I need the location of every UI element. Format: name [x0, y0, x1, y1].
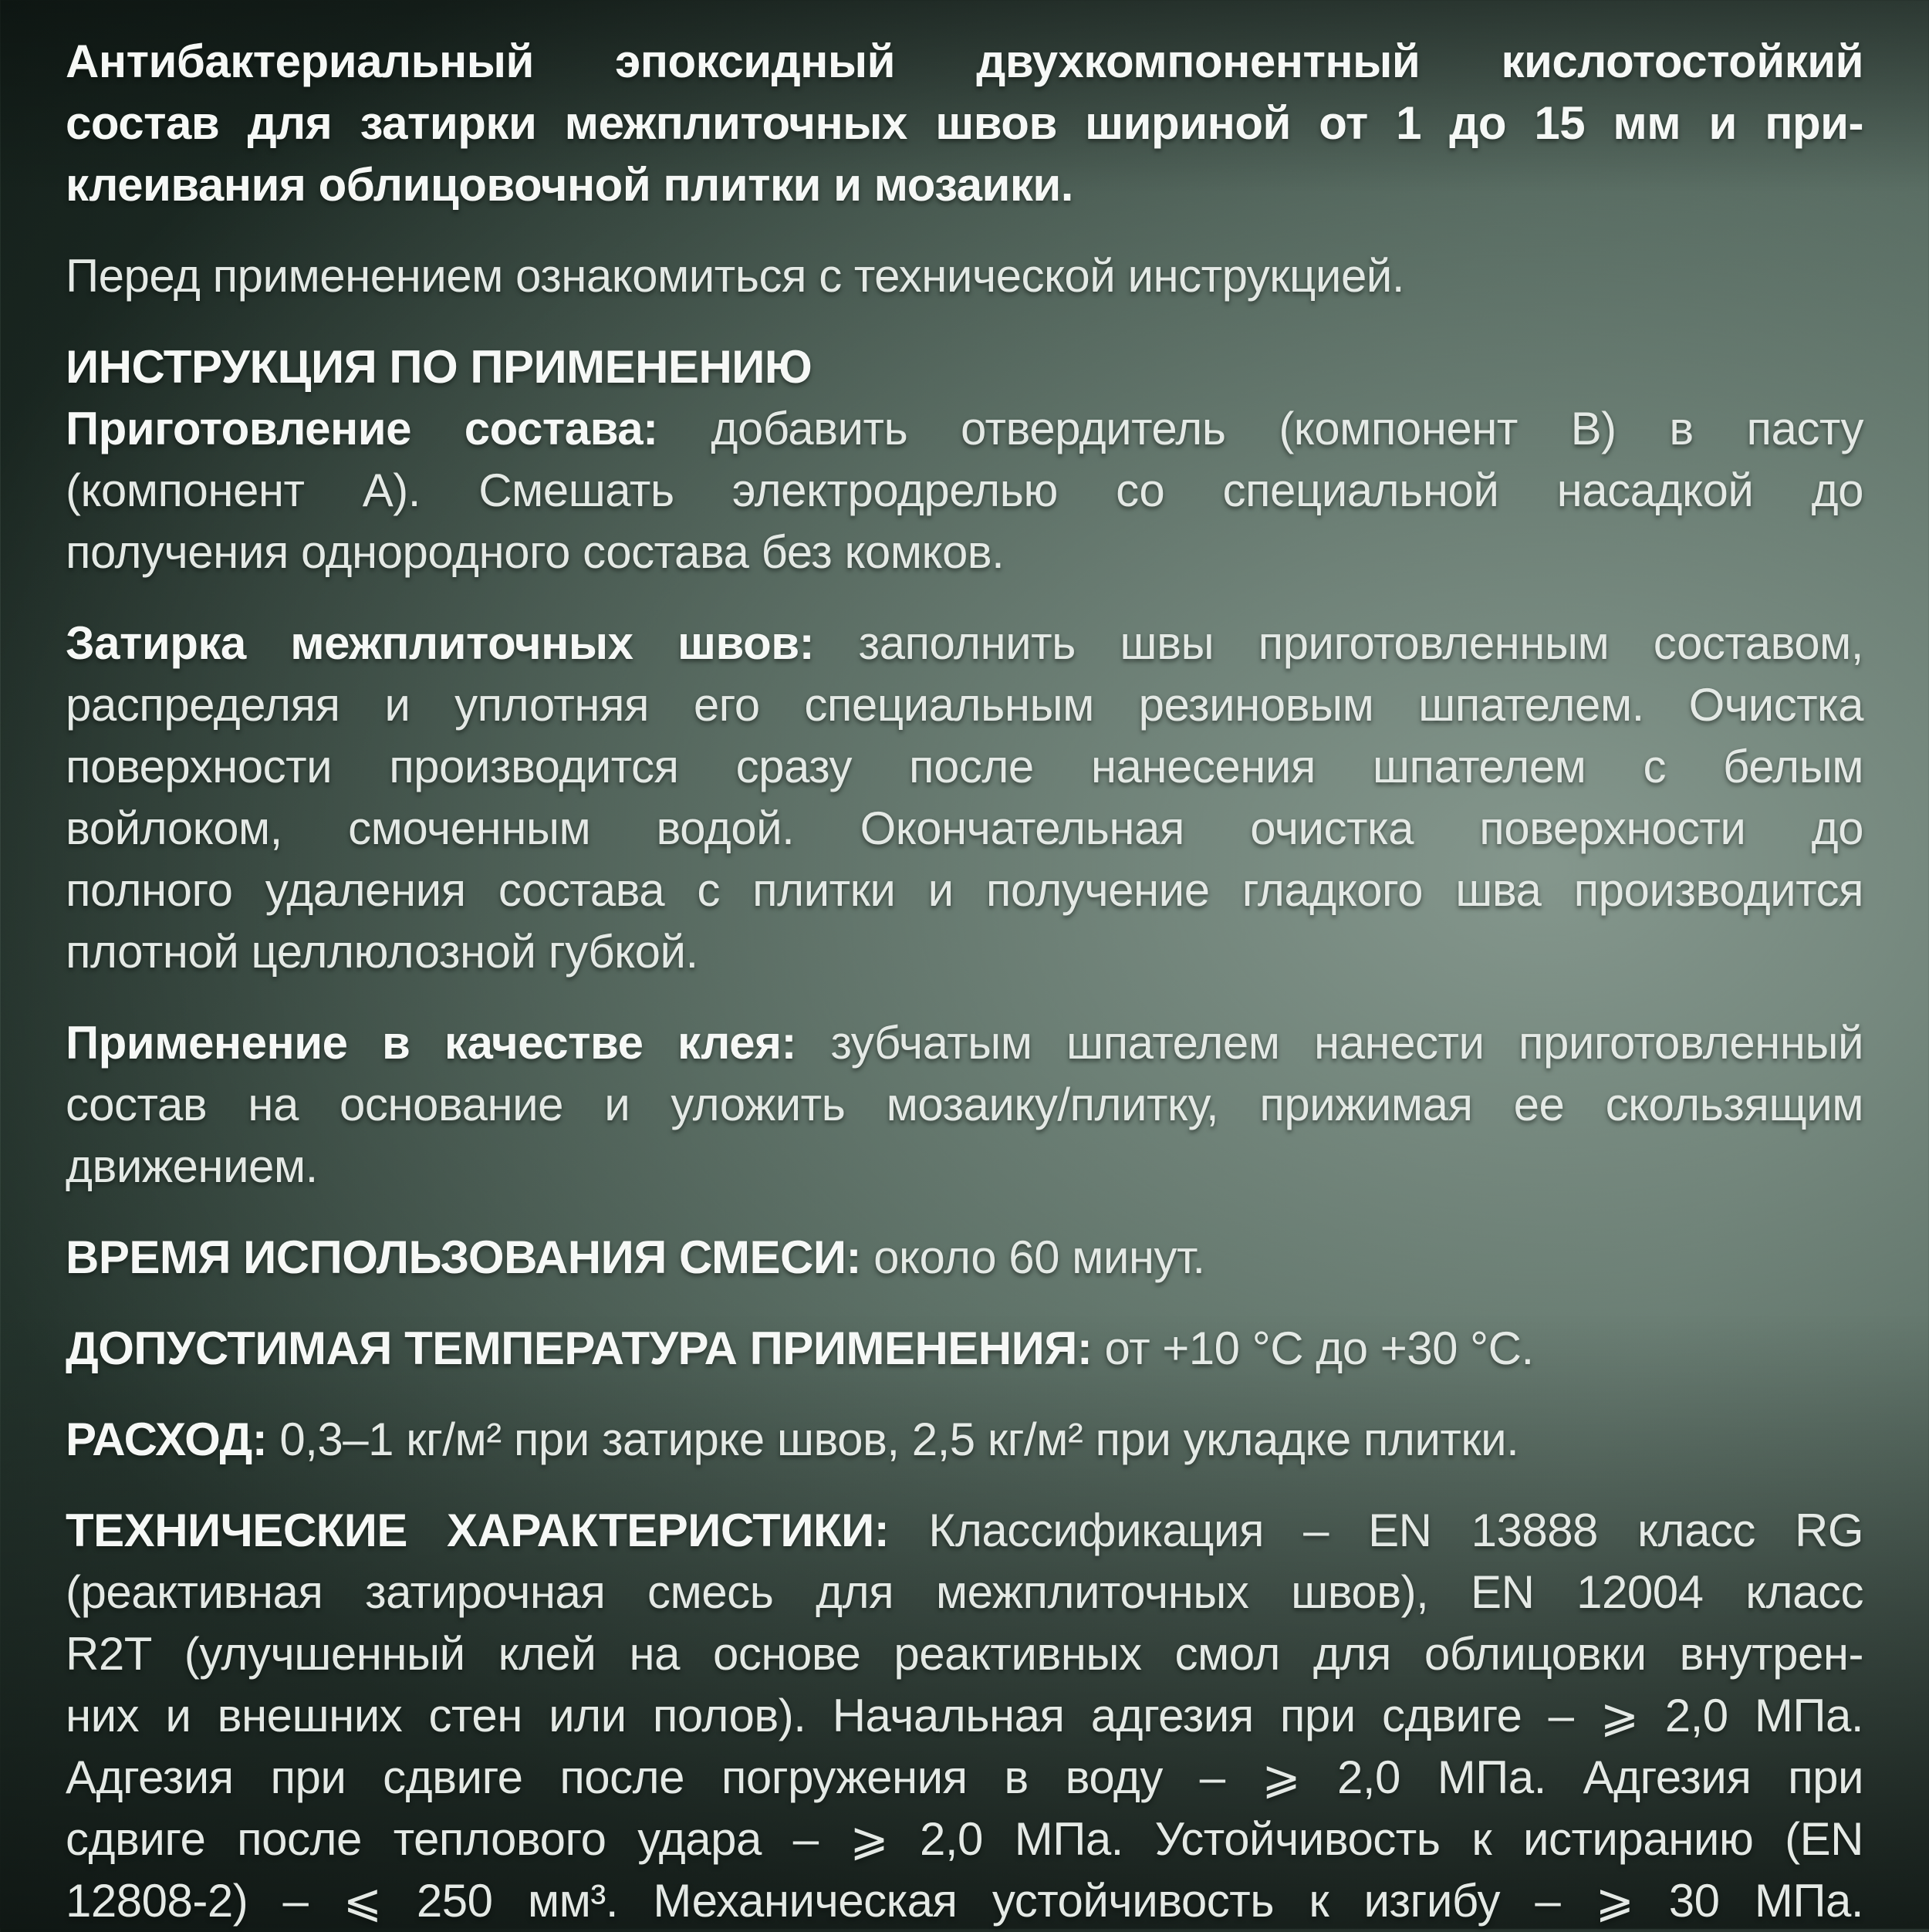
text-line: [66, 1136, 1863, 1197]
text-run: зубчатым шпателем нанести приготовленный: [796, 1017, 1863, 1069]
text-line: [66, 1562, 1863, 1623]
text-line: [66, 613, 1863, 674]
text-line: [66, 1500, 1863, 1562]
bold-run: Антибактериальный эпоксидный двухкомпонентный кислотостойкий: [66, 35, 1863, 87]
text-run: войлоком, смоченным водой. Окончательная очистка поверхности до: [66, 802, 1863, 854]
text-run: заполнить швы приготовленным составом,: [814, 617, 1863, 669]
text-line: [66, 1318, 1863, 1380]
text-run: Адгезия при сдвиге после погружения в воду – ⩾ 2,0 МПа. Адгезия при: [66, 1751, 1863, 1803]
text-run: 12808-2) – ⩽ 250 мм³. Механическая устойчивость к изгибу – ⩾ 30 МПа.: [66, 1875, 1863, 1927]
text-line: [66, 93, 1863, 154]
text-line: [66, 1809, 1863, 1870]
text-line: [66, 1747, 1863, 1809]
text-run: них и внешних стен или полов). Начальная адгезия при сдвиге – ⩾ 2,0 МПа.: [66, 1690, 1863, 1741]
bold-run: клеивания облицовочной плитки и мозаики.: [66, 159, 1073, 211]
text-run: сдвиге после теплового удара – ⩾ 2,0 МПа. Устойчивость к истиранию (EN: [66, 1813, 1863, 1865]
text-run: от +10 °С до +30 °С.: [1092, 1322, 1534, 1374]
text-line: [66, 336, 1863, 398]
text-line: [66, 1409, 1863, 1471]
text-run: (реактивная затирочная смесь для межплиточных швов), EN 12004 класс: [66, 1566, 1863, 1618]
text-line: [66, 245, 1863, 307]
text-line: [66, 674, 1863, 736]
bold-run: ВРЕМЯ ИСПОЛЬЗОВАНИЯ СМЕСИ:: [66, 1231, 861, 1283]
consumption-paragraph: [66, 1409, 1863, 1471]
text-run: движением.: [66, 1140, 318, 1192]
text-line: [66, 798, 1863, 860]
text-line: [66, 1074, 1863, 1136]
adhesive-paragraph: [66, 1012, 1863, 1197]
text-line: [66, 1227, 1863, 1289]
notice-paragraph: [66, 245, 1863, 307]
text-line: [66, 1012, 1863, 1074]
text-run: состав на основание и уложить мозаику/плитку, прижимая ее скользящим: [66, 1079, 1863, 1130]
bold-run: состав для затирки межплиточных швов шириной от 1 до 15 мм и при-: [66, 97, 1863, 149]
text-run: получения однородного состава без комков.: [66, 526, 1005, 578]
bold-run: РАСХОД:: [66, 1414, 268, 1465]
text-run: около 60 минут.: [861, 1231, 1205, 1283]
text-run: полного удаления состава с плитки и получение гладкого шва производится: [66, 864, 1863, 916]
instructions-section: [66, 336, 1863, 583]
technical-specs-paragraph: [66, 1500, 1863, 1932]
grouting-paragraph: [66, 613, 1863, 983]
text-run: Перед применением ознакомиться с технической инструкцией.: [66, 250, 1404, 302]
bold-run: Применение в качестве клея:: [66, 1017, 796, 1069]
bold-run: Затирка межплиточных швов:: [66, 617, 815, 669]
text-line: [66, 736, 1863, 798]
text-line: [66, 31, 1863, 93]
text-run: плотной целлюлозной губкой.: [66, 926, 698, 978]
text-run: распределяя и уплотняя его специальным резиновым шпателем. Очистка: [66, 679, 1863, 731]
text-line: [66, 1623, 1863, 1685]
text-line: [66, 921, 1863, 983]
temperature-paragraph: [66, 1318, 1863, 1380]
text-line: [66, 154, 1863, 216]
text-line: [66, 398, 1863, 460]
pot-life-paragraph: [66, 1227, 1863, 1289]
text-line: [66, 1870, 1863, 1932]
text-run: R2T (улучшенный клей на основе реактивных смол для облицовки внутрен-: [66, 1628, 1863, 1680]
text-run: (компонент А). Смешать электродрелью со специальной насадкой до: [66, 464, 1863, 516]
text-line: [66, 460, 1863, 522]
bold-run: Приготовление состава:: [66, 403, 658, 454]
text-line: [66, 1685, 1863, 1747]
text-run: Классификация – EN 13888 класс RG: [889, 1505, 1864, 1556]
text-run: поверхности производится сразу после нанесения шпателем с белым: [66, 741, 1863, 792]
text-run: добавить отвердитель (компонент В) в пасту: [657, 403, 1863, 454]
text-run: 0,3–1 кг/м² при затирке швов, 2,5 кг/м² при укладке плитки.: [267, 1414, 1519, 1465]
intro-paragraph: [66, 31, 1863, 216]
bold-run: ИНСТРУКЦИЯ ПО ПРИМЕНЕНИЮ: [66, 341, 812, 393]
text-line: [66, 522, 1863, 583]
text-line: [66, 860, 1863, 921]
bold-run: ТЕХНИЧЕСКИЕ ХАРАКТЕРИСТИКИ:: [66, 1505, 890, 1556]
bold-run: ДОПУСТИМАЯ ТЕМПЕРАТУРА ПРИМЕНЕНИЯ:: [66, 1322, 1093, 1374]
